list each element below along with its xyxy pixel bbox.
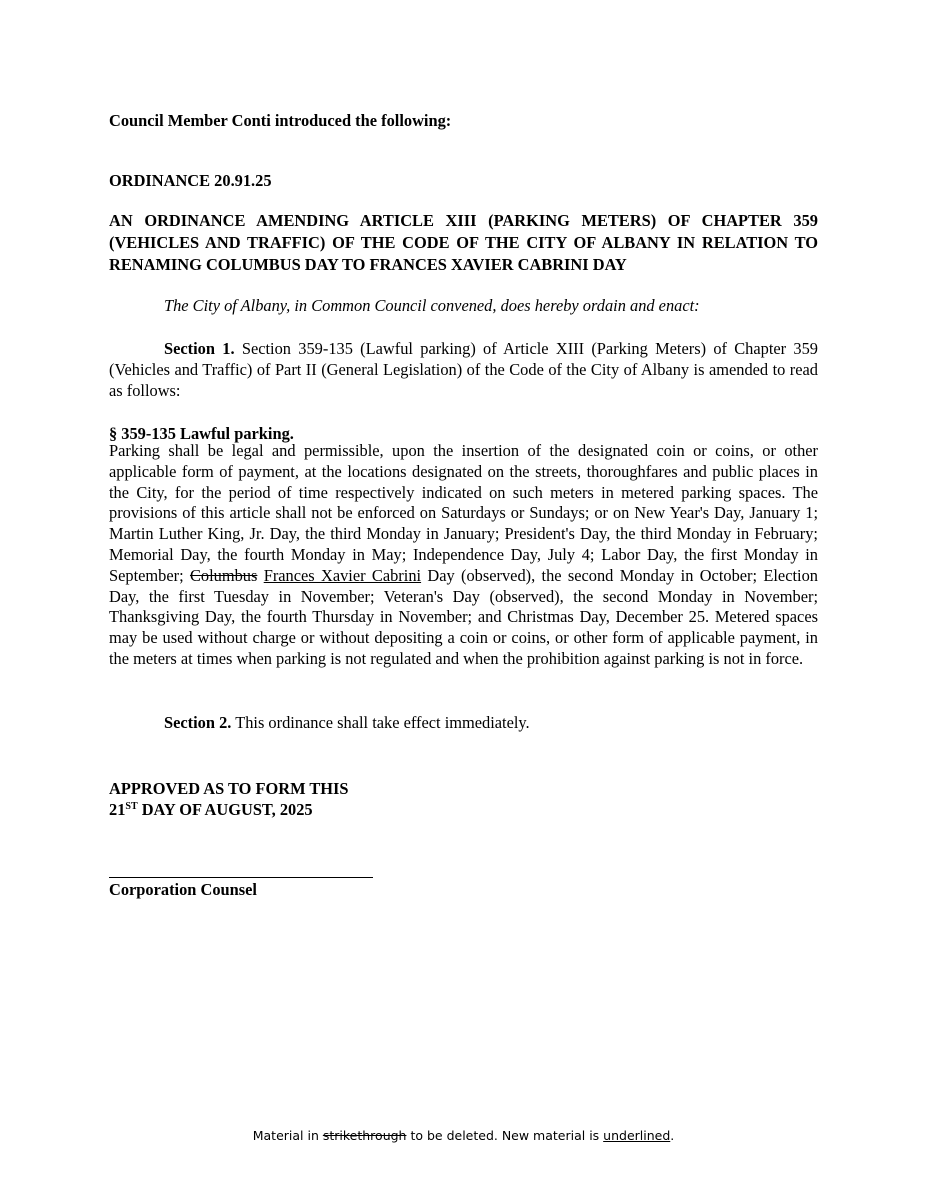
enacting-clause: The City of Albany, in Common Council convened, does hereby ordain and enact:: [164, 296, 700, 315]
signature-title: Corporation Counsel: [109, 880, 257, 899]
footer-underline-word: underlined: [603, 1128, 671, 1143]
footer-strike-word: strikethrough: [322, 1128, 407, 1143]
footer-middle: to be deleted. New material is: [406, 1128, 604, 1143]
section-1-text: Section 359-135 (Lawful parking) of Article XIII (Parking Meters) of Chapter 359 (Vehicles and Traffic) of Part II (General Legislation) of the Code of the City of Albany is amended to read as follows:: [109, 339, 818, 400]
footer-suffix: .: [670, 1128, 675, 1143]
approval-date-rest: DAY OF AUGUST, 2025: [137, 800, 313, 819]
approval-day: 21: [109, 800, 126, 819]
footer-legend: [0, 1127, 927, 1145]
code-text-after: Day (observed), the second Monday in October; Election Day, the first Tuesday in November; Veteran's Day (observed), the second Monday in November; Thanksgiving Day, the fourth Thursday in November; and Christmas Day, December 25. Metered spaces may be used without charge or without depositing a coin or coins, or other form of applicable payment, in the meters at times when parking is not regulated and when the prohibition against parking is not in force.: [109, 565, 818, 668]
ordinance-number: ORDINANCE 20.91.25: [109, 171, 272, 190]
approval-line-1: APPROVED AS TO FORM THIS: [109, 779, 349, 798]
section-1: [109, 339, 818, 401]
section-2-label: Section 2.: [164, 713, 232, 732]
approval-line-2: [109, 799, 349, 820]
signature-line: [109, 877, 373, 878]
introduction-line: Council Member Conti introduced the following:: [109, 111, 452, 130]
footer-prefix: Material in: [252, 1128, 323, 1143]
section-2-text: This ordinance shall take effect immediately.: [231, 713, 530, 732]
inserted-text: Frances Xavier Cabrini: [263, 565, 422, 585]
ordinance-title: AN ORDINANCE AMENDING ARTICLE XIII (PARKING METERS) OF CHAPTER 359 (VEHICLES AND TRAFFIC) OF THE CODE OF THE CITY OF ALBANY IN RELATION TO RENAMING COLUMBUS DAY TO FRANCES XAVIER CABRINI DAY: [109, 211, 818, 274]
code-text-before: Parking shall be legal and permissible, upon the insertion of the designated coin or coins, or other applicable form of payment, at the locations designated on the streets, thoroughfares and public places in the City, for the period of time respectively indicated on such meters in metered parking spaces. The provisions of this article shall not be enforced on Saturdays or Sundays; or on New Year's Day, January 1; Martin Luther King, Jr. Day, the third Monday in January; President's Day, the third Monday in February; Memorial Day, the fourth Monday in May; Independence Day, July 4; Labor Day, the first Monday in September;: [109, 441, 818, 585]
section-2: [164, 713, 530, 734]
section-1-label: Section 1.: [164, 339, 235, 358]
code-section-heading: § 359-135 Lawful parking.: [109, 424, 294, 443]
code-section-body: [109, 441, 818, 670]
deleted-text: Columbus: [189, 565, 258, 585]
approval-day-suffix: ST: [125, 801, 138, 812]
approval-block: [109, 778, 349, 820]
